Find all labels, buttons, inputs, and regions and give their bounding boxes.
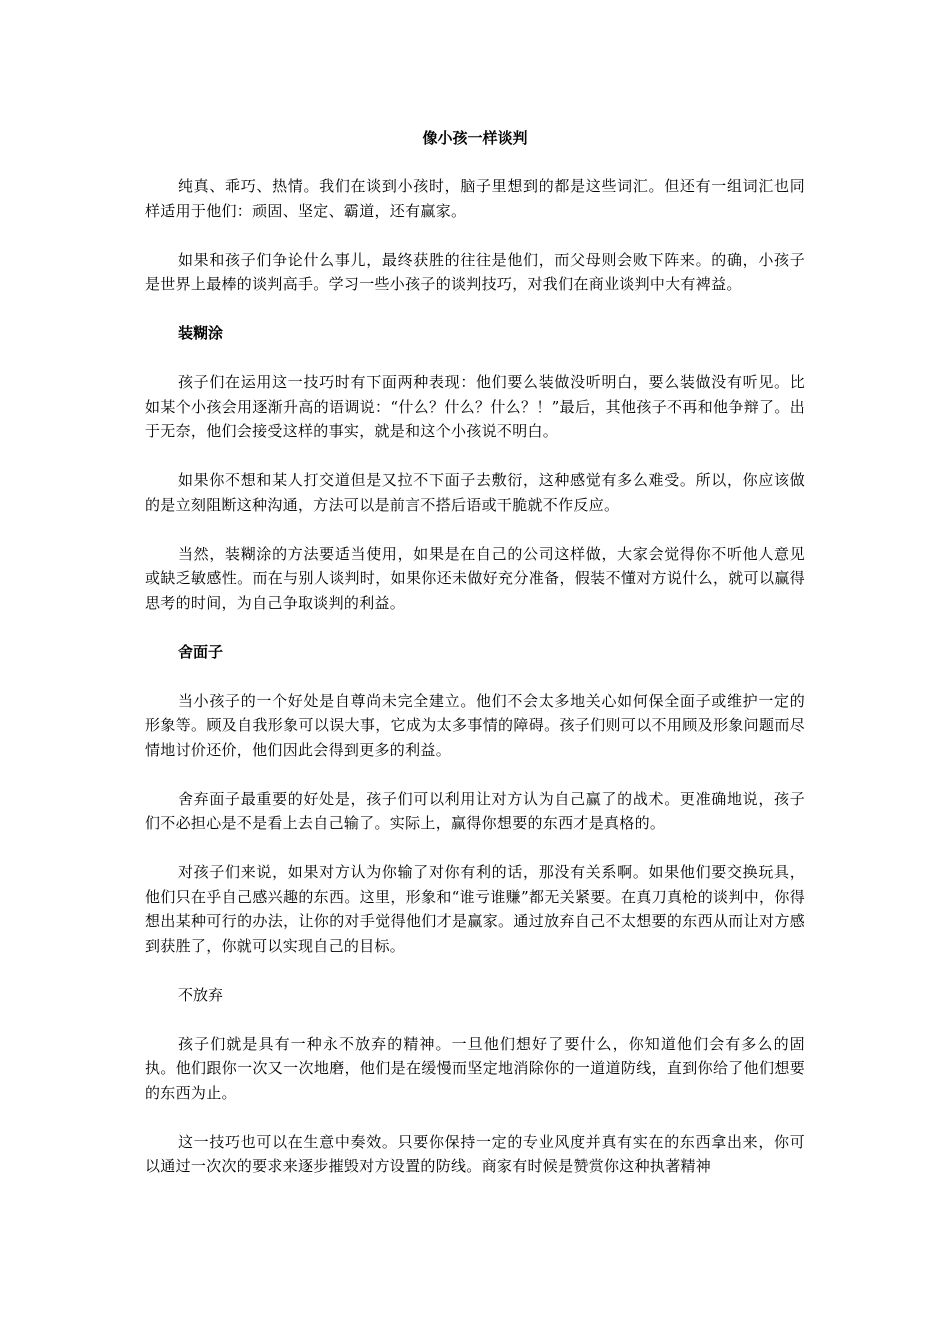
section-1-paragraph-1: 孩子们在运用这一技巧时有下面两种表现：他们要么装做没听明白，要么装做没有听见。比如某个小孩会用逐渐升高的语调说：“什么？什么？什么？！”最后，其他孩子不再和他争辩了。出于无奈，他们会接受这样的事实，就是和这个小孩说不明白。 (145, 373, 805, 440)
section-2-paragraph-2: 舍弃面子最重要的好处是，孩子们可以利用让对方认为自己赢了的战术。更准确地说，孩子们不必担心是不是看上去自己输了。实际上，赢得你想要的东西才是真格的。 (145, 789, 805, 832)
section-1-paragraph-3: 当然，装糊涂的方法要适当使用，如果是在自己的公司这样做，大家会觉得你不听他人意见或缺乏敏感性。而在与别人谈判时，如果你还未做好充分准备，假装不懂对方说什么，就可以赢得思考的时间，为自己争取谈判的利益。 (145, 544, 805, 612)
intro-paragraph-2: 如果和孩子们争论什么事儿，最终获胜的往往是他们，而父母则会败下阵来。的确，小孩子是世界上最棒的谈判高手。学习一些小孩子的谈判技巧，对我们在商业谈判中大有裨益。 (145, 250, 805, 293)
section-3-paragraph-1: 孩子们就是具有一种永不放弃的精神。一旦他们想好了要什么，你知道他们会有多么的固执。他们跟你一次又一次地磨，他们是在缓慢而坚定地消除你的一道道防线，直到你给了他们想要的东西为止。 (145, 1034, 805, 1102)
section-heading-pretend-confusion: 装糊涂 (178, 324, 224, 342)
section-2-paragraph-3: 对孩子们来说，如果对方认为你输了对你有利的话，那没有关系啊。如果他们要交换玩具，他们只在乎自己感兴趣的东西。这里，形象和“谁亏谁赚”都无关紧要。在真刀真枪的谈判中，你得想出某种可行的办法，让你的对手觉得他们才是赢家。通过放弃自己不太想要的东西从而让对方感到获胜了，你就可以实现自己的目标。 (145, 863, 805, 955)
section-2-paragraph-1: 当小孩子的一个好处是自尊尚未完全建立。他们不会太多地关心如何保全面子或维护一定的形象等。顾及自我形象可以误大事，它成为太多事情的障碍。孩子们则可以不用顾及形象问题而尽情地讨价还价，他们因此会得到更多的利益。 (145, 691, 805, 759)
document-page (145, 126, 805, 1203)
section-3-paragraph-2: 这一技巧也可以在生意中奏效。只要你保持一定的专业风度并真有实在的东西拿出来，你可以通过一次次的要求来逐步摧毁对方设置的防线。商家有时候是赞赏你这种执著精神 (145, 1132, 805, 1175)
document-title: 像小孩一样谈判 (422, 129, 528, 147)
section-heading-never-give-up: 不放弃 (178, 985, 224, 1004)
section-heading-give-up-face: 舍面子 (178, 642, 224, 661)
section-1-paragraph-2: 如果你不想和某人打交道但是又拉不下面子去敷衍，这种感觉有多么难受。所以，你应该做的是立刻阻断这种沟通，方法可以是前言不搭后语或干脆就不作反应。 (145, 471, 805, 514)
intro-paragraph-1: 纯真、乖巧、热情。我们在谈到小孩时，脑子里想到的都是这些词汇。但还有一组词汇也同样适用于他们：顽固、坚定、霸道，还有赢家。 (145, 177, 805, 220)
